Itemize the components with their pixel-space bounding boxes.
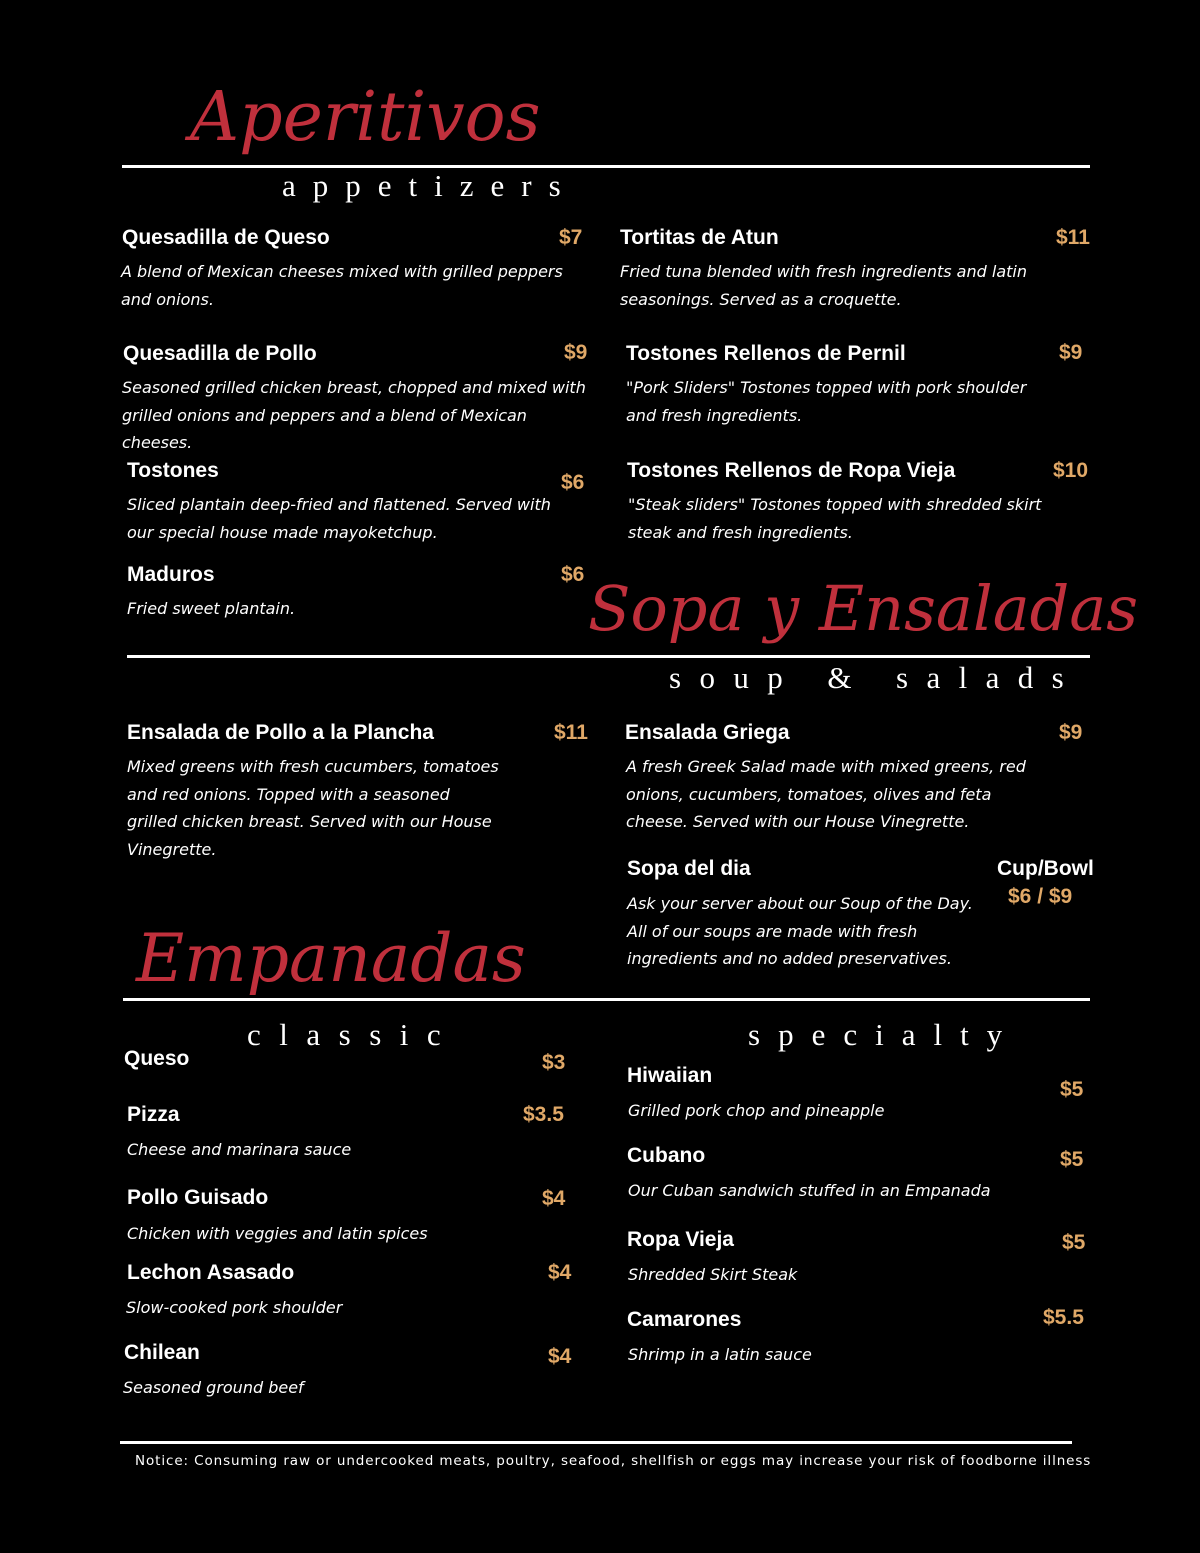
menu-item-description: A blend of Mexican cheeses mixed with grilled peppers and onions. [121, 262, 563, 309]
menu-item-description: Ask your server about our Soup of the Day. All of our soups are made with fresh ingredients and no added preservatives. [627, 894, 973, 968]
menu-item-price: $6 [561, 471, 585, 494]
menu-item-description: "Steak sliders" Tostones topped with shredded skirt steak and fresh ingredients. [628, 495, 1042, 542]
menu-item-price: $5.5 [1043, 1306, 1084, 1329]
menu-item-name: Camarones [627, 1308, 742, 1331]
menu-item-price: $3 [542, 1051, 566, 1074]
menu-item-name: Ensalada de Pollo a la Plancha [127, 721, 434, 744]
menu-item-description: Chicken with veggies and latin spices [127, 1224, 428, 1243]
menu-item-description: Grilled pork chop and pineapple [628, 1101, 885, 1120]
menu-item-name: Ropa Vieja [627, 1228, 734, 1251]
empanadas-divider [123, 998, 1090, 1001]
menu-item-description: A fresh Greek Salad made with mixed greens, red onions, cucumbers, tomatoes, olives and feta cheese. Served with our House Vinegrette. [626, 757, 1026, 831]
menu-item-name: Chilean [124, 1341, 200, 1364]
menu-item-description: Seasoned grilled chicken breast, chopped and mixed with grilled onions and peppers and a blend of Mexican cheeses. [122, 378, 586, 452]
menu-item-name: Quesadilla de Queso [122, 226, 330, 249]
menu-item-price: $11 [554, 721, 588, 744]
menu-item-description: Sliced plantain deep-fried and flattened. Served with our special house made mayoketchup. [127, 495, 551, 542]
classic-label: classic [247, 1017, 460, 1052]
menu-item-price: $7 [559, 226, 583, 249]
menu-item-price: $11 [1056, 226, 1090, 249]
appetizers-subtitle: appetizers [282, 168, 578, 203]
menu-item-name: Tostones [127, 459, 219, 482]
menu-item-name: Ensalada Griega [625, 721, 790, 744]
menu-item-price: $3.5 [523, 1103, 564, 1126]
menu-item-name: Hiwaiian [627, 1064, 713, 1087]
menu-item-name: Tostones Rellenos de Ropa Vieja [627, 459, 956, 482]
menu-item-name: Queso [124, 1047, 190, 1070]
menu-item-name: Tostones Rellenos de Pernil [626, 342, 906, 365]
menu-item-price: $9 [564, 341, 588, 364]
menu-item-description: Fried sweet plantain. [127, 599, 296, 618]
menu-item-name: Quesadilla de Pollo [123, 342, 317, 365]
appetizers-divider [122, 165, 1090, 168]
menu-item-name: Pollo Guisado [127, 1186, 269, 1209]
menu-item-description: Our Cuban sandwich stuffed in an Empanada [628, 1181, 991, 1200]
menu-item-price: $5 [1060, 1148, 1084, 1171]
soup-salads-script-title: Sopa y Ensaladas [588, 572, 1139, 645]
size-label: Cup/Bowl [997, 857, 1094, 880]
menu-item-name: Lechon Asasado [127, 1261, 295, 1284]
notice-text: Notice: Consuming raw or undercooked meats, poultry, seafood, shellfish or eggs may increase your risk of foodborne illness [135, 1453, 1092, 1469]
menu-item-description: Cheese and marinara sauce [127, 1140, 352, 1159]
menu-item-price: $4 [542, 1187, 566, 1210]
menu-item-price: $4 [548, 1345, 572, 1368]
menu-item-price: $5 [1062, 1231, 1086, 1254]
menu-item-price: $6 / $9 [1008, 885, 1073, 908]
appetizers-script-title: Aperitivos [190, 78, 541, 157]
menu-item-description: Fried tuna blended with fresh ingredients and latin seasonings. Served as a croquette. [620, 262, 1027, 309]
menu-item-description: Mixed greens with fresh cucumbers, tomatoes and red onions. Topped with a seasoned grilled chicken breast. Served with our House Vinegrette. [127, 757, 499, 859]
menu-item-name: Pizza [127, 1103, 180, 1126]
menu-item-price: $4 [548, 1261, 572, 1284]
menu-item-description: Shrimp in a latin sauce [628, 1345, 812, 1364]
menu-item-price: $10 [1053, 459, 1089, 482]
menu-item-name: Maduros [127, 563, 215, 586]
menu-item-name: Cubano [627, 1144, 706, 1167]
notice-divider [120, 1441, 1072, 1444]
specialty-label: specialty [748, 1017, 1021, 1052]
soup-salads-divider [127, 655, 1090, 658]
menu-item-description: Slow-cooked pork shoulder [126, 1298, 343, 1317]
menu-item-price: $9 [1059, 341, 1083, 364]
menu-item-price: $6 [561, 563, 585, 586]
empanadas-script-title: Empanadas [136, 920, 526, 997]
soup-salads-subtitle: soup & salads [669, 660, 1083, 695]
menu-item-description: Seasoned ground beef [123, 1378, 304, 1397]
menu-item-price: $9 [1059, 721, 1083, 744]
menu-item-description: Shredded Skirt Steak [628, 1265, 798, 1284]
menu-item-name: Sopa del dia [627, 857, 751, 880]
menu-item-description: "Pork Sliders" Tostones topped with pork shoulder and fresh ingredients. [626, 378, 1027, 425]
menu-item-name: Tortitas de Atun [620, 226, 779, 249]
menu-item-price: $5 [1060, 1078, 1084, 1101]
